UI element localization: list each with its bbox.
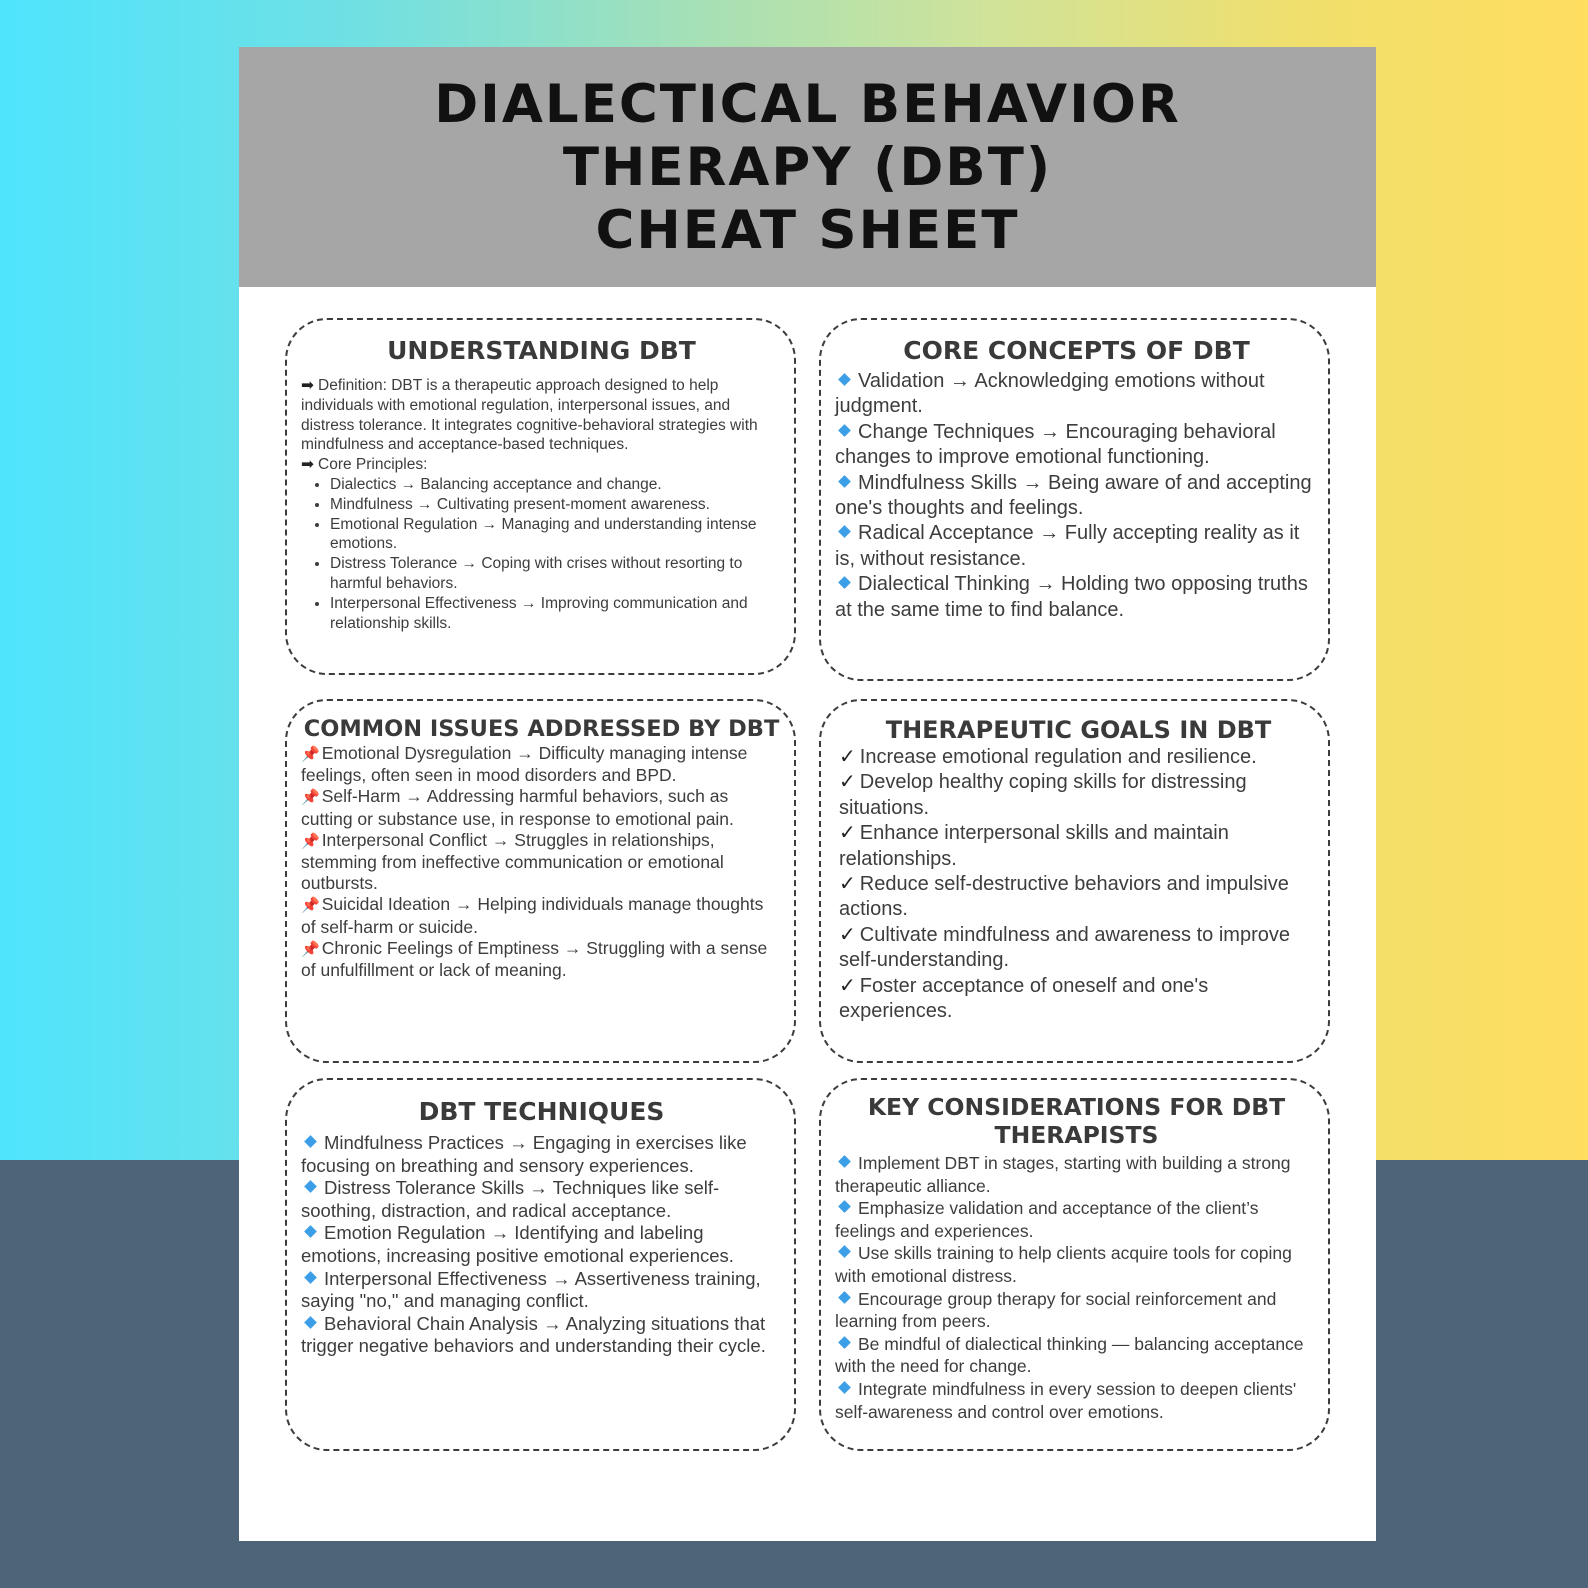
card-body (835, 1152, 1318, 1423)
list-item (301, 1177, 782, 1222)
list-item (835, 1197, 1318, 1242)
list-item (835, 572, 1318, 623)
diamond-icon (304, 1316, 317, 1329)
item-text: Implement DBT in stages, starting with building a strong therapeutic alliance. (835, 1153, 1291, 1196)
item-text: Integrate mindfulness in every session to deepen clients' self-awareness and control over emotions. (835, 1378, 1297, 1422)
cheat-sheet-page (239, 47, 1376, 1541)
check-icon: ✓ (839, 923, 856, 946)
diamond-icon (838, 424, 851, 437)
list-item: • Dialectics → Balancing acceptance and change. (330, 475, 782, 495)
item-text: Interpersonal Conflict → Struggles in relationships, stemming from ineffective communication or emotional outbursts. (301, 829, 724, 894)
card-body (835, 369, 1318, 623)
list-item (301, 894, 782, 937)
card-heading: THERAPEUTIC GOALS IN DBT (885, 716, 1272, 744)
item-text: Emphasize validation and acceptance of the client’s feelings and experiences. (835, 1198, 1259, 1241)
list-item (839, 872, 1318, 923)
definition-text: Definition: DBT is a therapeutic approach designed to help individuals with emotional regulation, interpersonal issues, and distress tolerance. It integrates cognitive-behavioral strategies with mindfulness and acceptance-based techniques. (301, 377, 758, 454)
list-item (835, 471, 1318, 522)
item-text: Enhance interpersonal skills and maintain relationships. (839, 822, 1229, 870)
card-common-issues (285, 699, 796, 1063)
diamond-icon (304, 1180, 317, 1193)
principles-list (301, 475, 782, 633)
item-text: Emotional Dysregulation → Difficulty managing intense feelings, often seen in mood disorders and BPD. (301, 743, 748, 786)
list-item (301, 1268, 782, 1313)
item-text: Radical Acceptance → Fully accepting reality as it is, without resistance. (835, 522, 1300, 570)
card-core-concepts (819, 318, 1330, 681)
diamond-icon (838, 1200, 851, 1213)
pushpin-icon: 📌 (301, 789, 320, 807)
page-title: DIALECTICAL BEHAVIOR THERAPY (DBT) CHEAT SHEET (434, 73, 1181, 261)
item-text: Emotion Regulation → Identifying and labeling emotions, increasing positive emotional experiences. (301, 1222, 734, 1266)
item-text: Chronic Feelings of Emptiness → Struggling with a sense of unfulfillment or lack of meaning. (301, 937, 768, 981)
item-text: Mindfulness Skills → Being aware of and accepting one's thoughts and feelings. (835, 471, 1312, 520)
list-item (835, 420, 1318, 471)
item-text: Distress Tolerance Skills → Techniques like self-soothing, distraction, and radical acceptance. (301, 1177, 720, 1221)
list-item (835, 1152, 1318, 1197)
diamond-icon (838, 373, 851, 386)
diamond-icon (838, 1381, 851, 1394)
list-item: • Mindfulness → Cultivating present-moment awareness. (330, 495, 782, 515)
list-item (835, 521, 1318, 572)
right-arrow-icon: ➡ (301, 456, 314, 474)
item-text: Behavioral Chain Analysis → Analyzing situations that trigger negative behaviors and understanding their cycle. (301, 1312, 766, 1357)
diamond-icon (838, 475, 851, 488)
principles-label-line (301, 455, 782, 475)
list-item (835, 1378, 1318, 1423)
card-heading: KEY CONSIDERATIONS FOR DBT THERAPISTS (867, 1093, 1286, 1149)
diamond-icon (838, 1336, 851, 1349)
list-item (839, 770, 1318, 821)
diamond-icon (304, 1226, 317, 1239)
principles-label: Core Principles: (318, 456, 428, 474)
card-body (301, 1132, 782, 1358)
card-body (301, 743, 782, 981)
check-icon: ✓ (839, 822, 856, 845)
pushpin-icon: 📌 (301, 832, 320, 850)
diamond-icon (304, 1271, 317, 1284)
list-item: • Distress Tolerance → Coping with crises without resorting to harmful behaviors. (330, 554, 782, 594)
item-text: Interpersonal Effectiveness → Assertiveness training, saying "no," and managing conflict. (301, 1267, 761, 1312)
diamond-icon (838, 526, 851, 539)
pushpin-icon: 📌 (301, 940, 320, 958)
list-item (835, 369, 1318, 420)
pushpin-icon: 📌 (301, 897, 320, 915)
list-item: • Emotional Regulation → Managing and understanding intense emotions. (330, 515, 782, 555)
item-text: Mindfulness Practices → Engaging in exercises like focusing on breathing and sensory experiences. (301, 1132, 747, 1176)
card-dbt-techniques (285, 1078, 796, 1451)
card-key-considerations (819, 1078, 1330, 1451)
item-text: Self-Harm → Addressing harmful behaviors, such as cutting or substance use, in response to emotional pain. (301, 786, 734, 829)
diamond-icon (838, 576, 851, 589)
list-item (839, 745, 1318, 770)
list-item (301, 1132, 782, 1177)
item-text: Validation → Acknowledging emotions without judgment. (835, 370, 1265, 418)
card-therapeutic-goals (819, 699, 1330, 1063)
check-icon: ✓ (839, 974, 856, 997)
right-arrow-icon: ➡ (301, 377, 314, 394)
item-text: Reduce self-destructive behaviors and impulsive actions. (839, 873, 1289, 921)
list-item (301, 1222, 782, 1267)
diamond-icon (838, 1155, 851, 1168)
list-item (835, 1288, 1318, 1333)
card-body (839, 745, 1318, 1024)
list-item (301, 830, 782, 895)
pushpin-icon: 📌 (301, 746, 320, 763)
item-text: Dialectical Thinking → Holding two opposing truths at the same time to find balance. (835, 573, 1308, 621)
card-understanding-dbt (285, 318, 796, 675)
card-heading: CORE CONCEPTS OF DBT (903, 336, 1250, 365)
list-item: • Interpersonal Effectiveness → Improving communication and relationship skills. (330, 594, 782, 634)
check-icon: ✓ (839, 873, 856, 896)
card-heading: DBT TECHNIQUES (418, 1097, 665, 1126)
item-text: Cultivate mindfulness and awareness to improve self-understanding. (839, 923, 1290, 972)
check-icon: ✓ (839, 746, 856, 768)
diamond-icon (304, 1135, 317, 1148)
list-item (301, 786, 782, 829)
item-text: Suicidal Ideation → Helping individuals manage thoughts of self-harm or suicide. (301, 894, 764, 937)
definition-line (301, 376, 782, 455)
list-item (301, 938, 782, 981)
list-item (839, 923, 1318, 974)
list-item (839, 821, 1318, 872)
card-heading: COMMON ISSUES ADDRESSED BY DBT (303, 716, 780, 742)
list-item (839, 974, 1318, 1025)
list-item (835, 1333, 1318, 1378)
diamond-icon (838, 1246, 851, 1259)
item-text: Foster acceptance of oneself and one's experiences. (839, 974, 1209, 1023)
title-banner (239, 47, 1376, 287)
item-text: Develop healthy coping skills for distressing situations. (839, 771, 1247, 819)
item-text: Use skills training to help clients acquire tools for coping with emotional distress. (835, 1243, 1292, 1286)
item-text: Change Techniques → Encouraging behavioral changes to improve emotional functioning. (835, 420, 1276, 469)
item-text: Increase emotional regulation and resilience. (859, 746, 1257, 768)
list-item (835, 1242, 1318, 1287)
item-text: Be mindful of dialectical thinking — balancing acceptance with the need for change. (835, 1333, 1304, 1377)
card-heading: UNDERSTANDING DBT (387, 336, 696, 365)
list-item (301, 743, 782, 786)
diamond-icon (838, 1291, 851, 1304)
list-item (301, 1313, 782, 1358)
item-text: Encourage group therapy for social reinforcement and learning from peers. (835, 1288, 1277, 1332)
check-icon: ✓ (839, 771, 856, 794)
card-body (301, 376, 782, 633)
